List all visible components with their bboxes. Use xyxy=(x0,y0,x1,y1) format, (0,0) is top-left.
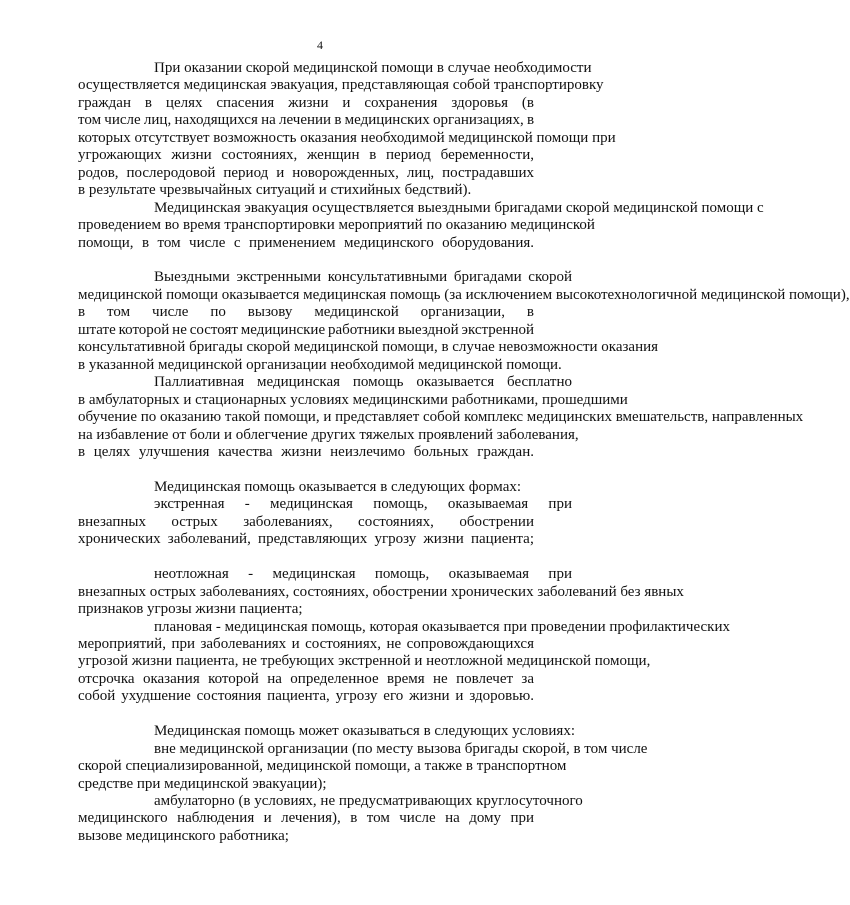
line: угрозой жизни пациента, не требующих экстренной и неотложной медицинской помощи, xyxy=(78,653,651,670)
line: средстве при медицинской эвакуации); xyxy=(78,775,327,792)
line: проведением во время транспортировки мероприятий по оказанию медицинской xyxy=(78,217,595,234)
line: Паллиативная медицинская помощь оказывается бесплатно xyxy=(154,374,572,391)
paragraph-form-urgent xyxy=(78,566,684,618)
line: граждан в целях спасения жизни и сохранения здоровья (в xyxy=(78,94,534,111)
line: в амбулаторных и стационарных условиях медицинскими работниками, прошедшими xyxy=(78,391,628,408)
line: осуществляется медицинская эвакуация, представляющая собой транспортировку xyxy=(78,77,604,94)
paragraph-condition-outside xyxy=(78,740,648,793)
line: отсрочка оказания которой на определенное время не повлечет за xyxy=(78,670,534,687)
document-body xyxy=(78,60,850,845)
line: экстренная - медицинская помощь, оказываемая при xyxy=(154,496,572,513)
line: на избавление от боли и облегчение других тяжелых проявлений заболевания, xyxy=(78,426,579,443)
line: консультативной бригады скорой медицинской помощи, в случае невозможности оказания xyxy=(78,339,659,356)
line: том числе лиц, находящихся на лечении в медицинских организациях, в xyxy=(78,112,535,129)
line: Медицинская помощь оказывается в следующих формах: xyxy=(154,478,522,495)
line: обучение по оказанию такой помощи, и представляет собой комплекс медицинских вмешательств, направленных xyxy=(78,409,804,426)
line: штате которой не состоят медицинские работники выездной экстренной xyxy=(78,321,535,338)
line: Медицинская помощь может оказываться в следующих условиях: xyxy=(154,723,575,740)
line: амбулаторно (в условиях, не предусматривающих круглосуточного xyxy=(154,793,583,810)
paragraph-conditions-heading xyxy=(78,723,575,740)
line: вызове медицинского работника; xyxy=(78,827,289,844)
paragraph-palliative-care xyxy=(78,374,804,479)
line: Выездными экстренными консультативными бригадами скорой xyxy=(154,269,573,286)
line: помощи, в том числе с применением медицинского оборудования. xyxy=(78,234,535,251)
paragraph-forms-heading xyxy=(78,479,572,496)
line: хронических заболеваний, представляющих угрозу жизни пациента; xyxy=(78,531,534,548)
line: в указанной медицинской организации необходимой медицинской помощи. xyxy=(78,356,562,373)
paragraph-evacuation-teams xyxy=(78,199,764,270)
line: неотложная - медицинская помощь, оказываемая при xyxy=(154,566,572,583)
line: мероприятий, при заболеваниях и состояниях, не сопровождающихся xyxy=(78,635,534,652)
line: вне медицинской организации (по месту вызова бригады скорой, в том числе xyxy=(154,740,648,757)
line: медицинского наблюдения и лечения), в том числе на дому при xyxy=(78,810,535,827)
line: При оказании скорой медицинской помощи в случае необходимости xyxy=(154,60,592,76)
paragraph-emergency-evacuation xyxy=(78,60,616,200)
line: Медицинская эвакуация осуществляется выездными бригадами скорой медицинской помощи с xyxy=(154,199,764,216)
line: родов, послеродовой период и новорожденных, лиц, пострадавших xyxy=(78,164,535,181)
line: угрожающих жизни состояниях, женщин в период беременности, xyxy=(78,147,534,164)
line: в результате чрезвычайных ситуаций и стихийных бедствий). xyxy=(78,182,472,199)
line: в том числе по вызову медицинской организации, в xyxy=(78,304,534,321)
page-number: 4 xyxy=(317,38,323,52)
line: скорой специализированной, медицинской помощи, а также в транспортном xyxy=(78,758,567,775)
paragraph-consultative-teams xyxy=(78,269,850,374)
line: медицинской помощи оказывается медицинская помощь (за исключением высокотехнологичной медицинской помощи), xyxy=(78,286,850,303)
line: в целях улучшения качества жизни неизлечимо больных граждан. xyxy=(78,443,534,460)
line: собой ухудшение состояния пациента, угрозу его жизни и здоровью. xyxy=(78,688,535,705)
line: внезапных острых заболеваниях, состояниях, обострении xyxy=(78,513,534,530)
line: признаков угрозы жизни пациента; xyxy=(78,601,303,618)
paragraph-condition-outpatient xyxy=(78,793,583,845)
paragraph-form-emergency xyxy=(78,496,572,566)
paragraph-form-planned xyxy=(78,618,730,724)
line: внезапных острых заболеваниях, состояниях, обострении хронических заболеваний без явных xyxy=(78,583,684,600)
line: которых отсутствует возможность оказания необходимой медицинской помощи при xyxy=(78,129,616,146)
line: плановая - медицинская помощь, которая оказывается при проведении профилактических xyxy=(154,618,730,635)
